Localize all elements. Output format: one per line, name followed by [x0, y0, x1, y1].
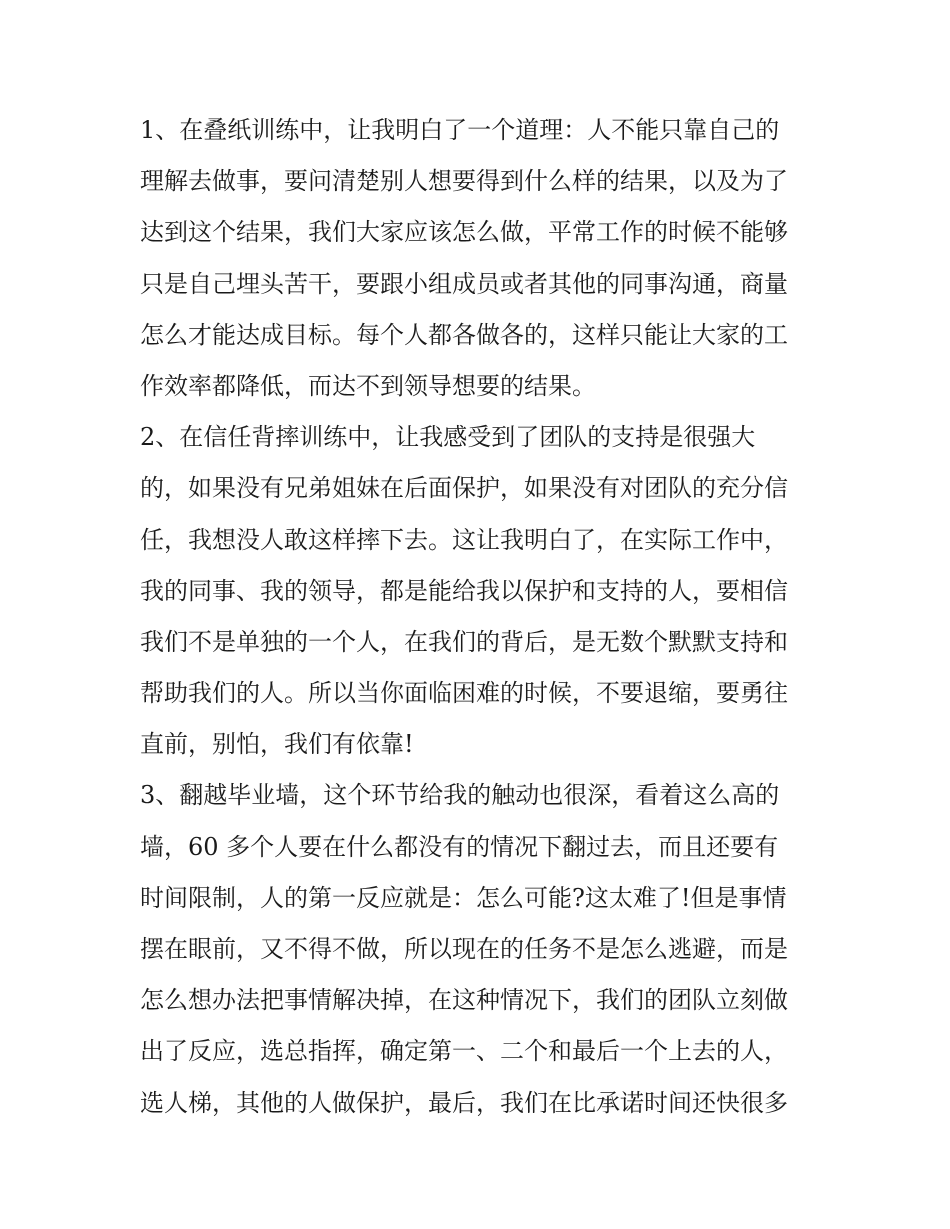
text-line: 帮助我们的人。所以当你面临困难的时候，不要退缩，要勇往 — [140, 679, 788, 708]
text-line: 直前，别怕，我们有依靠! — [140, 730, 414, 759]
text-line: 我们不是单独的一个人，在我们的背后，是无数个默默支持和 — [140, 627, 788, 656]
text-line: 摆在眼前，又不得不做，所以现在的任务不是怎么逃避，而是 — [140, 935, 788, 963]
text-line: 3、翻越毕业墙，这个环节给我的触动也很深，看着这么高的 — [140, 781, 780, 810]
text-line: 时间限制，人的第一反应就是：怎么可能?这太难了!但是事情 — [140, 883, 787, 912]
text-line: 出了反应，选总指挥，确定第一、二个和最后一个上去的人， — [140, 1037, 788, 1066]
text-line: 理解去做事，要问清楚别人想要得到什么样的结果，以及为了 — [140, 167, 788, 196]
text-line: 作效率都降低，而达不到领导想要的结果。 — [140, 371, 596, 400]
text-line: 1、在叠纸训练中，让我明白了一个道理：人不能只靠自己的 — [140, 116, 780, 144]
text-line: 怎么才能达成目标。每个人都各做各的，这样只能让大家的工 — [140, 320, 788, 349]
text-line: 任，我想没人敢这样摔下去。这让我明白了，在实际工作中， — [140, 525, 788, 554]
document-body — [140, 105, 820, 1129]
text-line: 我的同事、我的领导，都是能给我以保护和支持的人，要相信 — [140, 576, 788, 605]
text-line: 选人梯，其他的人做保护，最后，我们在比承诺时间还快很多 — [140, 1088, 788, 1117]
text-line: 达到这个结果，我们大家应该怎么做，平常工作的时候不能够 — [140, 218, 788, 247]
text-line: 怎么想办法把事情解决掉，在这种情况下，我们的团队立刻做 — [140, 986, 788, 1015]
text-line: 墙，60 多个人要在什么都没有的情况下翻过去，而且还要有 — [140, 832, 779, 861]
text-line: 2、在信任背摔训练中，让我感受到了团队的支持是很强大 — [140, 423, 756, 452]
text-line: 的，如果没有兄弟姐妹在后面保护，如果没有对团队的充分信 — [140, 474, 788, 503]
text-line: 只是自己埋头苦干，要跟小组成员或者其他的同事沟通，商量 — [140, 269, 788, 298]
